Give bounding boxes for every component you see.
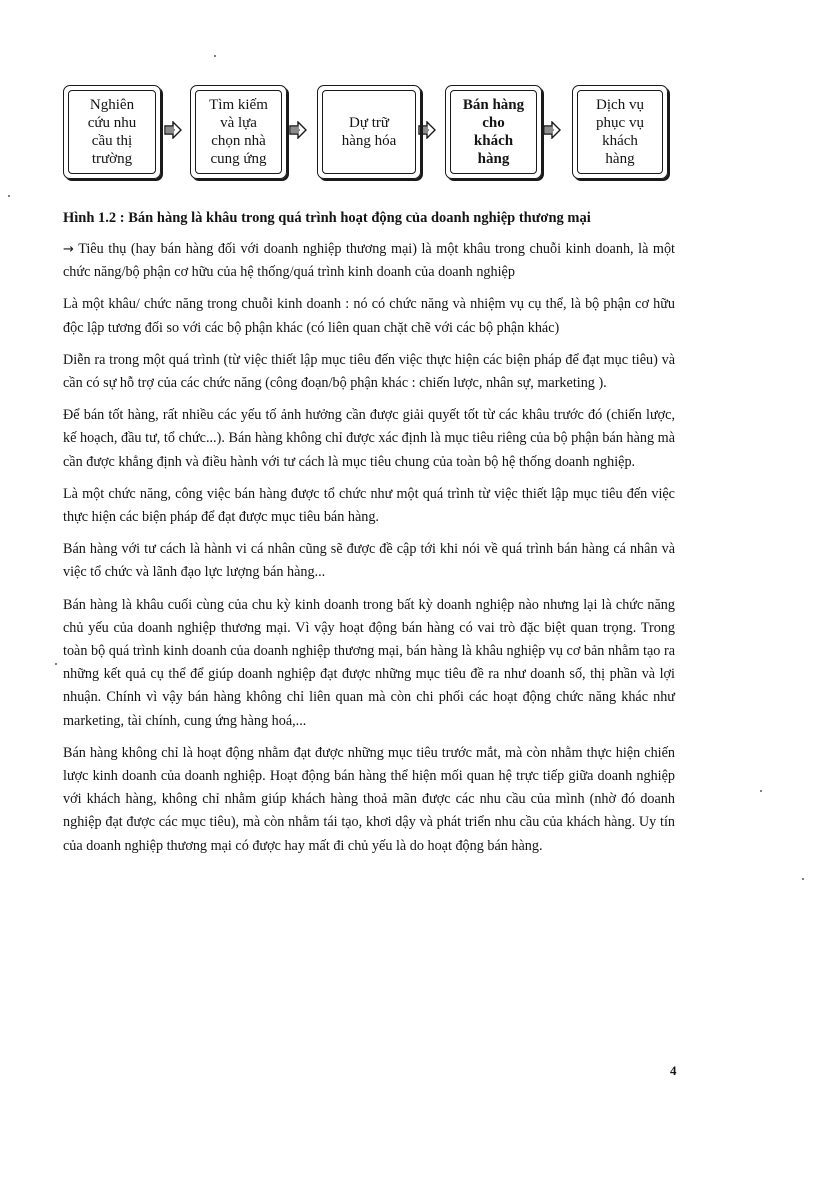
flow-step-label: Dịch vụ phục vụ khách hàng — [577, 90, 663, 174]
scan-speck — [214, 55, 216, 57]
paragraph: Bán hàng không chỉ là hoạt động nhằm đạt được những mục tiêu trước mắt, mà còn nhằm thực hiện chiến lược kinh doanh của doanh nghiệp. Hoạt động bán hàng thể hiện mối quan hệ trực tiếp giữa doanh nghiệp với khách hàng, không chỉ nhằm giúp khách hàng thoả mãn được các nhu cầu của mình (nhờ đó doanh nghiệp đạt được các mục tiêu), mà còn nhằm tái tạo, khơi dậy và phát triển nhu cầu của khách hàng. Uy tín của doanh nghiệp thương mại có được hay mất đi chủ yếu là do hoạt động bán hàng. — [63, 744, 675, 854]
paragraph: Là một chức năng, công việc bán hàng được tổ chức như một quá trình từ việc thiết lập mục tiêu đến việc thực hiện các biện pháp để đạt được mục tiêu bán hàng. — [63, 485, 675, 526]
paragraph: Diễn ra trong một quá trình (từ việc thiết lập mục tiêu đến việc thực hiện các biện pháp để đạt mục tiêu) và cần có sự hỗ trợ của các chức năng (công đoạn/bộ phận khác : chiến lược, nhân sự, marketing ). — [63, 351, 675, 392]
flow-arrow-icon — [543, 121, 561, 139]
flow-step-label: Bán hàng cho khách hàng — [450, 90, 537, 174]
flow-step-sales-to-customer — [445, 85, 542, 179]
paragraph: Bán hàng với tư cách là hành vi cá nhân cũng sẽ được đề cập tới khi nói về quá trình bán hàng cá nhân và việc tổ chức và lãnh đạo lực lượng bán hàng... — [63, 541, 675, 581]
paragraph-text: Tiêu thụ (hay bán hàng đối với doanh nghiệp thương mại) là một khâu trong chuỗi kinh doanh, là một chức năng/bộ phận cơ hữu của hệ thống/quá trình kinh doanh của doanh nghiệp — [63, 241, 675, 281]
scan-speck — [55, 663, 57, 665]
flow-step-customer-service — [572, 85, 668, 179]
figure-caption: Hình 1.2 : Bán hàng là khâu trong quá trình hoạt động của doanh nghiệp thương mại — [63, 210, 591, 226]
paragraph: Bán hàng là khâu cuối cùng của chu kỳ kinh doanh trong bất kỳ doanh nghiệp nào nhưng lại là chức năng chủ yếu của doanh nghiệp thương mại. Vì vậy hoạt động bán hàng có vai trò đặc biệt quan trọng. Trong toàn bộ quá trình kinh doanh của doanh nghiệp thương mại, bán hàng là khâu nghiệp vụ cơ bản nhằm tạo ra những kết quả cụ thể để giúp doanh nghiệp đạt được những mục tiêu đề ra như doanh số, thị phần và lợi nhuận. Chính vì vậy bán hàng không chỉ liên quan mà còn chi phối các hoạt động chức năng khác như marketing, tài chính, cung ứng hàng hoá,... — [63, 596, 675, 729]
paragraph: Để bán tốt hàng, rất nhiều các yếu tố ảnh hưởng cần được giải quyết tốt từ các khâu trước đó (chiến lược, kế hoạch, đầu tư, tổ chức...). Bán hàng không chỉ được xác định là mục tiêu riêng của bộ phận bán hàng mà cần được khẳng định và điều hành với tư cách là mục tiêu chung của toàn bộ hệ thống doanh nghiệp. — [63, 407, 675, 470]
page-number: 4 — [670, 1063, 677, 1078]
flow-step-label: Nghiên cứu nhu cầu thị trường — [68, 90, 156, 174]
body-text — [63, 238, 675, 867]
paragraph — [63, 238, 675, 284]
flow-step-label: Dự trữ hàng hóa — [322, 90, 416, 174]
right-arrow-icon: → — [63, 242, 74, 257]
scan-speck — [802, 878, 804, 880]
flow-arrow-icon — [418, 121, 436, 139]
scan-speck — [760, 790, 762, 792]
scan-speck — [8, 195, 10, 197]
flow-step-market-research — [63, 85, 161, 179]
flow-arrow-icon — [164, 121, 182, 139]
flow-arrow-icon — [289, 121, 307, 139]
flow-step-label: Tìm kiếm và lựa chọn nhà cung ứng — [195, 90, 282, 174]
flow-step-supplier-selection — [190, 85, 287, 179]
paragraph: Là một khâu/ chức năng trong chuỗi kinh doanh : nó có chức năng và nhiệm vụ cụ thể, là bộ phận cơ hữu độc lập tương đối so với các bộ phận khác (có liên quan chặt chẽ với các bộ phận khác) — [63, 296, 675, 336]
sales-process-flow-diagram — [63, 85, 673, 185]
flow-step-inventory — [317, 85, 421, 179]
